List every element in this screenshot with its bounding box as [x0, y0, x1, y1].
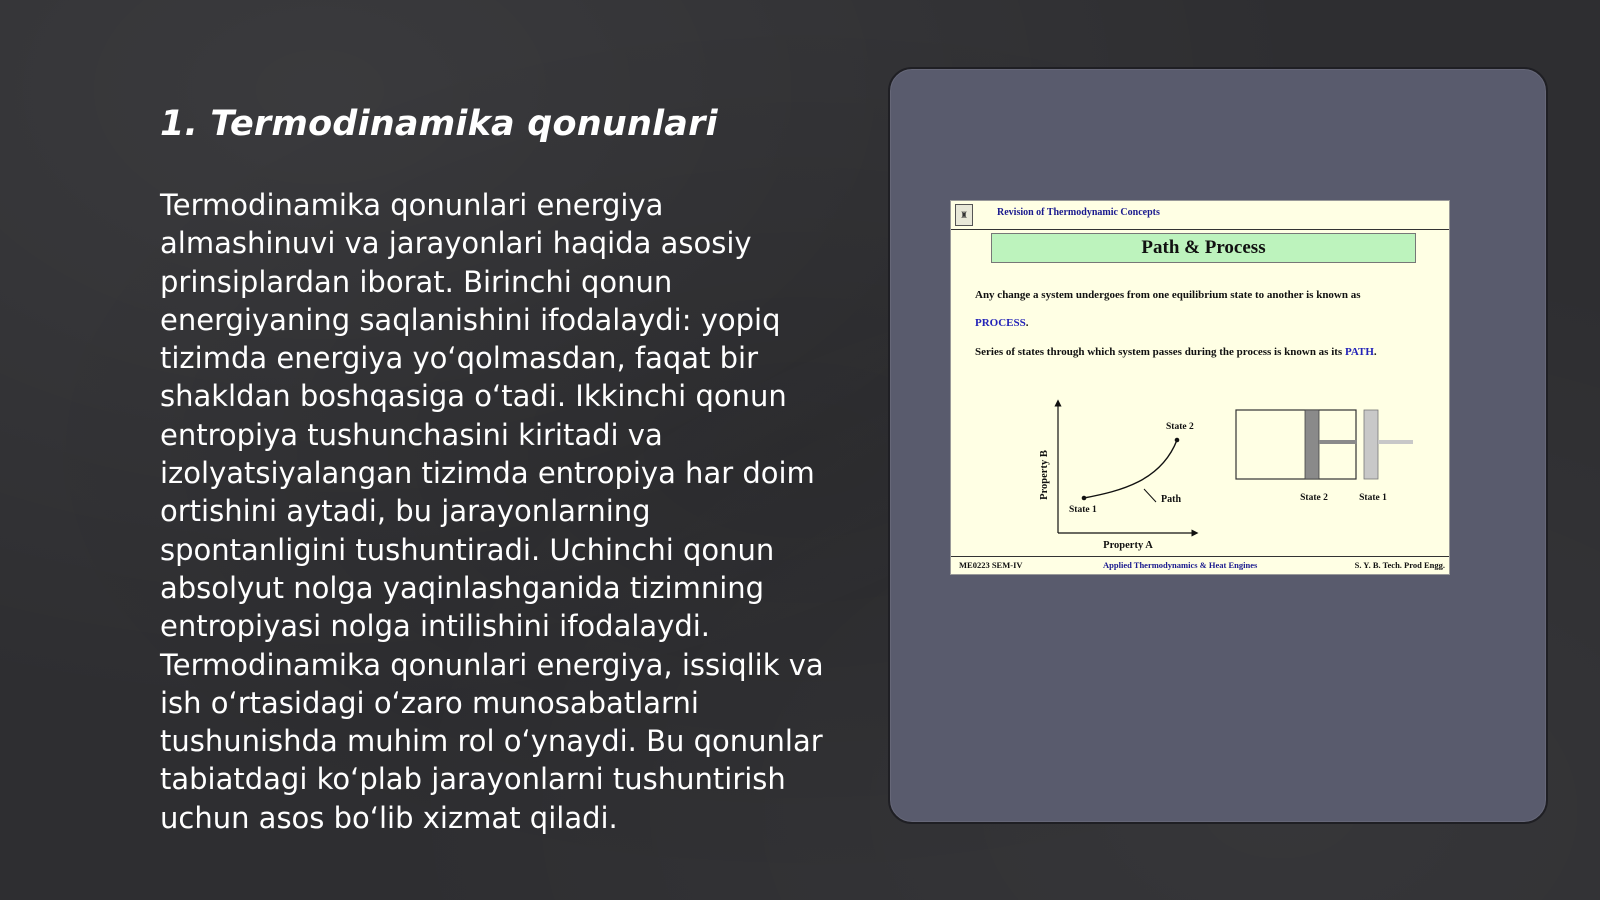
- piston-state1: [1364, 410, 1378, 479]
- process-keyword-suffix: .: [1025, 317, 1029, 329]
- process-keyword-line: [975, 317, 1029, 329]
- state1-label: State 1: [1069, 505, 1097, 515]
- path-keyword-suffix: .: [1373, 346, 1377, 358]
- piston-state2: [1305, 410, 1319, 479]
- slide-body-text: Termodinamika qonunlari energiya almashinuvi va jarayonlari haqida asosiy prinsiplardan iborat. Birinchi qonun energiyaning saqlanishini ifodalaydi: yopiq tizimda energiya yo‘qolmasdan, faqat bir shakldan boshqasiga o‘tadi. Ikkinchi qonun entropiya tushunchasini kiritadi va izolyatsiyalangan tizimda entropiya har doim ortishini aytadi, bu jarayonlarning spontanligini tushuntiradi. Uchinchi qonun absolyut nolga yaqinlashganida tizimning entropiyasi nolga intilishini ifodalaydi. Termodinamika qonunlari energiya, issiqlik va ish o‘rtasidagi o‘zaro munosabatlarni tushunishda muhim rol o‘ynaydi. Bu qonunlar tabiatdagi ko‘plab jarayonlarni tushuntirish uchun asos bo‘lib xizmat qiladi.: [160, 188, 824, 835]
- path-pointer-line: [1144, 489, 1156, 502]
- definition-process-line: Any change a system undergoes from one equilibrium state to another is known as: [975, 289, 1361, 301]
- embedded-slide-image: [950, 200, 1450, 575]
- path-process-diagram: [951, 391, 1451, 551]
- process-keyword: PROCESS: [975, 317, 1026, 329]
- slide-title: 1. Termodinamika qonunlari: [160, 104, 718, 144]
- definition-path-line: [975, 346, 1377, 358]
- state2-label: State 2: [1166, 422, 1194, 432]
- embedded-title: Path & Process: [991, 233, 1416, 263]
- y-axis-label: Property B: [1039, 450, 1050, 500]
- state1-point: [1082, 496, 1087, 501]
- path-keyword: PATH: [1344, 346, 1374, 358]
- state2-point: [1175, 438, 1180, 443]
- path-label: Path: [1161, 494, 1181, 505]
- embedded-header-text: Revision of Thermodynamic Concepts: [997, 207, 1160, 218]
- piston-rod-state2: [1319, 440, 1357, 444]
- path-definition-text: Series of states through which system passes during the process is known as its: [975, 346, 1345, 358]
- footer-course-code: ME0223 SEM-IV: [959, 560, 1023, 570]
- cylinder-outline: [1236, 410, 1356, 479]
- piston-state1-label: State 1: [1359, 493, 1387, 503]
- footer-course-title: Applied Thermodynamics & Heat Engines: [1103, 560, 1258, 570]
- footer-department: S. Y. B. Tech. Prod Engg.: [1354, 560, 1445, 570]
- piston-state2-label: State 2: [1300, 493, 1328, 503]
- piston-rod-state1: [1378, 440, 1413, 444]
- embedded-footer: [951, 556, 1449, 574]
- x-axis-label: Property A: [1103, 540, 1153, 551]
- institution-logo-icon: ♜: [955, 204, 973, 226]
- process-path-curve: [1084, 440, 1177, 498]
- embedded-header: [951, 201, 1449, 230]
